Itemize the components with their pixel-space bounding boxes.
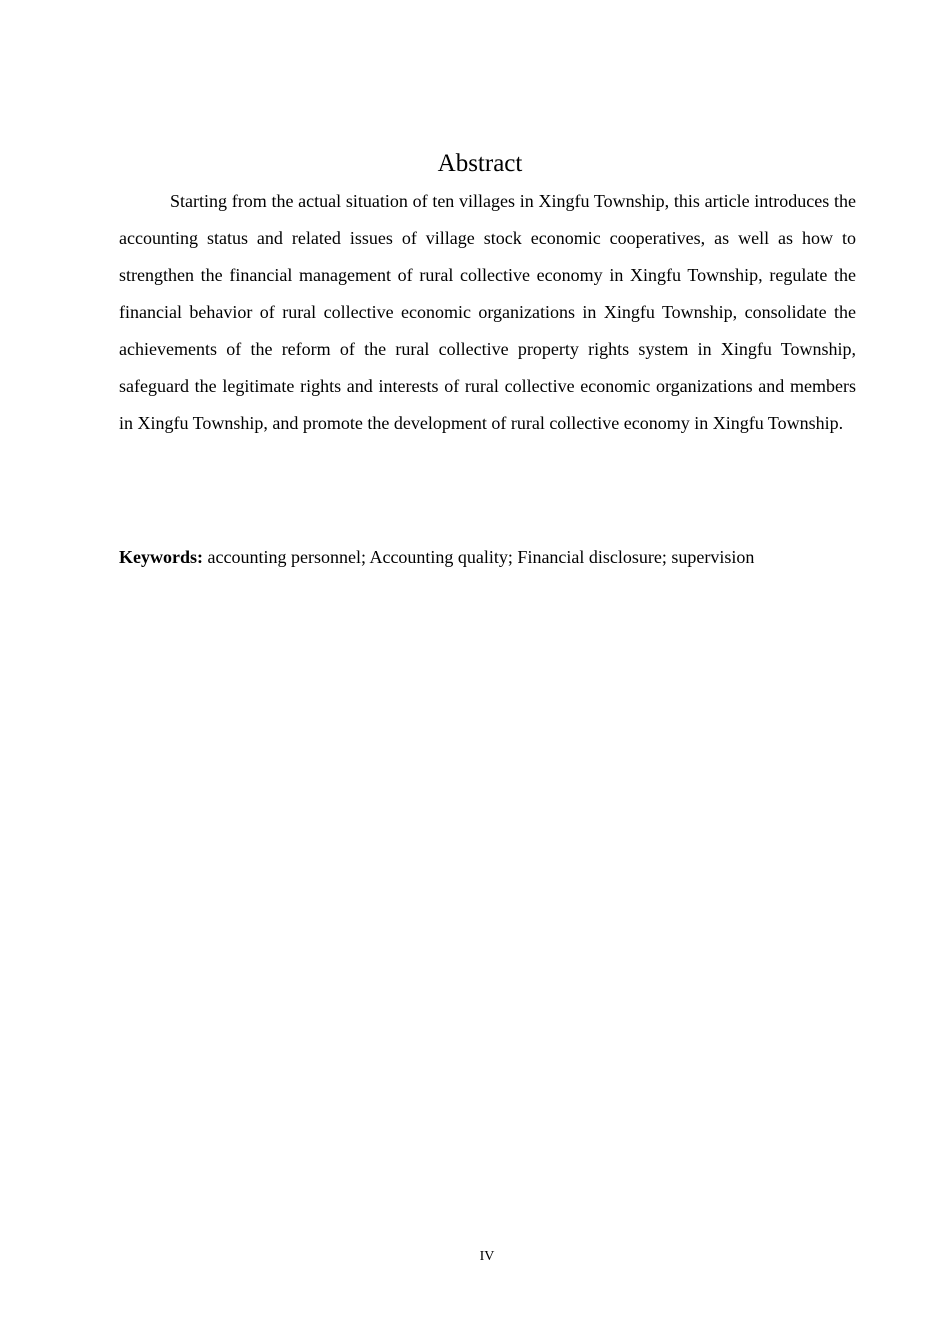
keywords-list: accounting personnel; Accounting quality; Financial disclosure; supervision — [203, 547, 755, 567]
abstract-title: Abstract — [437, 149, 523, 177]
abstract-paragraph: Starting from the actual situation of ten villages in Xingfu Township, this article introduces the accounting status and related issues of village stock economic cooperatives, as well as how to strengthen the financial management of rural collective economy in Xingfu Township, regulate the financial behavior of rural collective economic organizations in Xingfu Township, consolidate the achievements of the reform of the rural collective property rights system in Xingfu Township, safeguard the legitimate rights and interests of rural collective economic organizations and members in Xingfu Township, and promote the development of rural collective economy in Xingfu Township. — [119, 191, 856, 433]
page-number: IV — [479, 1249, 495, 1264]
keywords-label: Keywords: — [119, 547, 203, 567]
keywords-line — [119, 539, 856, 576]
